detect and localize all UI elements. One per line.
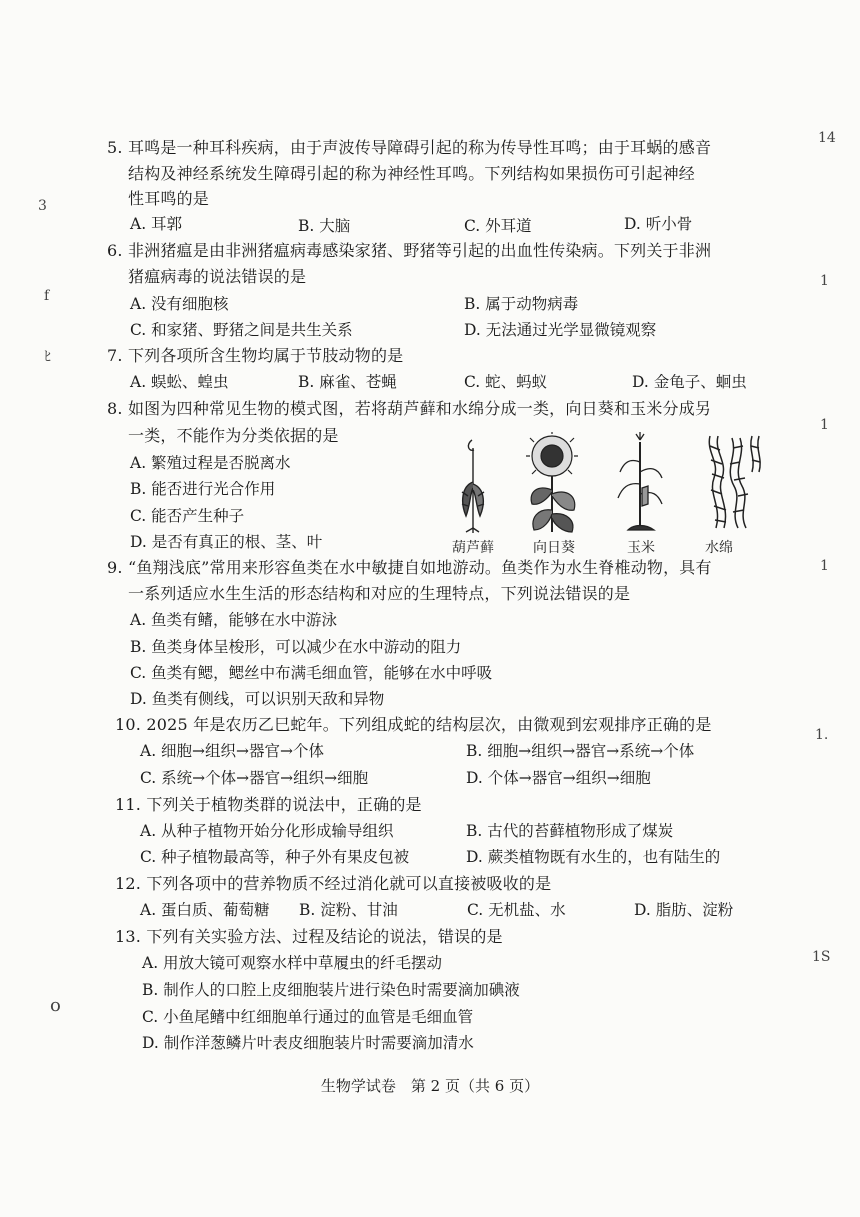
q12-option-a: A. 蛋白质、葡萄糖 (140, 901, 270, 919)
q12-option-d: D. 脂肪、淀粉 (634, 901, 734, 919)
q9-stem-line1: 9. “鱼翔浅底”常用来形容鱼类在水中敏捷自如地游动。鱼类作为水生脊椎动物，具有 (107, 558, 712, 577)
q5-option-b: B. 大脑 (298, 217, 351, 235)
margin-mark: 14 (818, 130, 836, 146)
q13-option-a: A. 用放大镜可观察水样中草履虫的纤毛摆动 (142, 954, 443, 972)
q6-stem-line1: 6. 非洲猪瘟是由非洲猪瘟病毒感染家猪、野猪等引起的出血性传染病。下列关于非洲 (107, 241, 712, 260)
q9-option-c: C. 鱼类有鳃，鳃丝中布满毛细血管，能够在水中呼吸 (130, 664, 493, 682)
margin-mark: 1. (815, 727, 829, 743)
q5-stem-line2: 结构及神经系统发生障碍引起的称为神经性耳鸣。下列结构如果损伤可引起神经 (128, 164, 696, 183)
q8-stem-line1: 8. 如图为四种常见生物的模式图，若将葫芦藓和水绵分成一类，向日葵和玉米分成另 (107, 399, 712, 418)
margin-mark: o (50, 995, 61, 1016)
q13-option-b: B. 制作人的口腔上皮细胞装片进行染色时需要滴加碘液 (142, 981, 520, 999)
q7-option-b: B. 麻雀、苍蝇 (298, 373, 397, 391)
margin-mark: 1 (820, 417, 829, 433)
q12-option-b: B. 淀粉、甘油 (299, 901, 398, 919)
q12-stem: 12. 下列各项中的营养物质不经过消化就可以直接被吸收的是 (115, 874, 552, 893)
q7-option-d: D. 金龟子、蛔虫 (632, 373, 747, 391)
q11-option-b: B. 古代的苔藓植物形成了煤炭 (466, 822, 674, 840)
q10-option-c: C. 系统→个体→器官→组织→细胞 (140, 769, 369, 787)
q11-option-c: C. 种子植物最高等，种子外有果皮包被 (140, 848, 410, 866)
q10-option-d: D. 个体→器官→组织→细胞 (466, 769, 651, 787)
figure-label-spirogyra: 水绵 (705, 540, 733, 556)
q6-option-b: B. 属于动物病毒 (464, 295, 579, 313)
margin-mark: 1 (820, 558, 829, 574)
figure-label-corn: 玉米 (627, 540, 655, 556)
q6-option-a: A. 没有细胞核 (130, 295, 229, 313)
q9-option-d: D. 鱼类有侧线，可以识别天敌和异物 (130, 690, 385, 708)
q5-option-d: D. 听小骨 (624, 215, 693, 233)
q11-stem: 11. 下列关于植物类群的说法中，正确的是 (115, 795, 422, 814)
q10-option-a: A. 细胞→组织→器官→个体 (140, 742, 325, 760)
q5-option-c: C. 外耳道 (464, 217, 532, 235)
q5-option-a: A. 耳郭 (130, 215, 183, 233)
spirogyra-illustration (709, 436, 760, 528)
q8-option-c: C. 能否产生种子 (130, 507, 245, 525)
figure-label-moss: 葫芦藓 (452, 540, 494, 556)
q8-option-d: D. 是否有真正的根、茎、叶 (130, 533, 323, 551)
q13-stem: 13. 下列有关实验方法、过程及结论的说法，错误的是 (115, 927, 503, 946)
q6-stem-line2: 猪瘟病毒的说法错误的是 (128, 267, 307, 286)
q9-option-a: A. 鱼类有鳍，能够在水中游泳 (130, 611, 338, 629)
q12-option-c: C. 无机盐、水 (467, 901, 566, 919)
q10-option-b: B. 细胞→组织→器官→系统→个体 (466, 742, 695, 760)
q7-option-a: A. 蜈蚣、蝗虫 (130, 373, 229, 391)
margin-mark: 3 (38, 198, 47, 214)
margin-mark: 1 (820, 273, 829, 289)
q11-option-d: D. 蕨类植物既有水生的，也有陆生的 (466, 848, 721, 866)
page-footer: 生物学试卷 第 2 页（共 6 页） (320, 1077, 540, 1095)
q8-organism-figure (448, 432, 768, 534)
q7-option-c: C. 蛇、蚂蚁 (464, 373, 548, 391)
q6-option-d: D. 无法通过光学显微镜观察 (464, 321, 657, 339)
q11-option-a: A. 从种子植物开始分化形成输导组织 (140, 822, 394, 840)
q13-option-c: C. 小鱼尾鳍中红细胞单行通过的血管是毛细血管 (142, 1008, 474, 1026)
q9-option-b: B. 鱼类身体呈梭形，可以减少在水中游动的阻力 (130, 638, 462, 656)
moss-illustration (462, 440, 484, 533)
q5-stem-line1: 5. 耳鸣是一种耳科疾病，由于声波传导障碍引起的称为传导性耳鸣；由于耳蜗的感音 (107, 138, 712, 157)
corn-illustration (618, 432, 662, 530)
q13-option-d: D. 制作洋葱鳞片叶表皮细胞装片时需要滴加清水 (142, 1034, 474, 1052)
q8-option-a: A. 繁殖过程是否脱离水 (130, 454, 291, 472)
sunflower-illustration (526, 432, 578, 532)
margin-mark: ﾋ (44, 349, 51, 365)
q5-stem-line3: 性耳鸣的是 (128, 189, 210, 208)
q10-stem: 10. 2025 年是农历乙巳蛇年。下列组成蛇的结构层次，由微观到宏观排序正确的是 (115, 715, 712, 734)
figure-label-sunflower: 向日葵 (533, 540, 575, 556)
q8-stem-line2: 一类，不能作为分类依据的是 (128, 426, 339, 445)
q6-option-c: C. 和家猪、野猪之间是共生关系 (130, 321, 353, 339)
margin-mark: 1S (812, 949, 831, 965)
q7-stem: 7. 下列各项所含生物均属于节肢动物的是 (107, 346, 404, 365)
q9-stem-line2: 一系列适应水生生活的形态结构和对应的生理特点，下列说法错误的是 (128, 584, 631, 603)
q8-option-b: B. 能否进行光合作用 (130, 480, 276, 498)
margin-mark: f (44, 288, 50, 304)
